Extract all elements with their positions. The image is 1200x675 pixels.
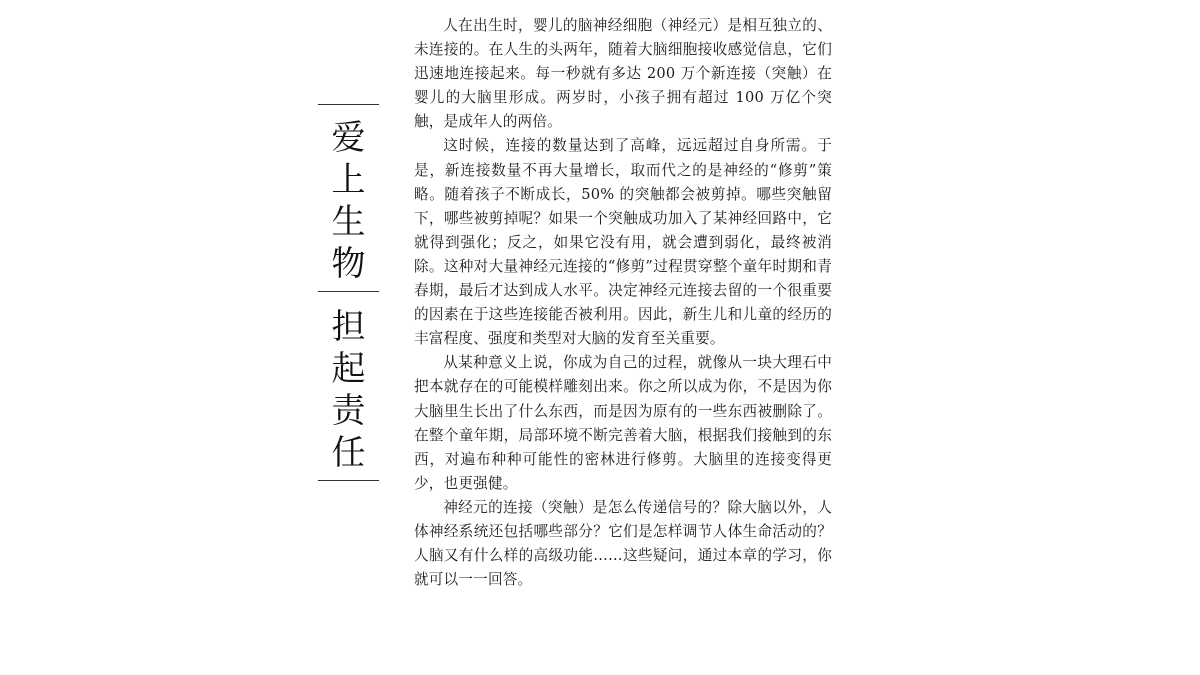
title-char: 物 [331, 244, 366, 284]
paragraph: 这时候，连接的数量达到了高峰，远远超过自身所需。于是，新连接数量不再大量增长，取而代之的是神经的“修剪”策略。随着孩子不断成长，50% 的突触都会被剪掉。哪些突触留下，哪些被剪掉呢？如果一个突触成功加入了某神经回路中，它就得到强化；反之，如果它没有用，就会遭到弱化，最终被消除。这种对大量神经元连接的“修剪”过程贯穿整个童年时期和青春期，最后才达到成人水平。决定神经元连接去留的一个很重要的因素在于这些连接能否被利用。因此，新生儿和儿童的经历的丰富程度、强度和类型对大脑的发育至关重要。 [414, 137, 832, 348]
title-char: 上 [331, 160, 366, 200]
bottom-divider [318, 480, 379, 481]
section-title-sidebar [318, 104, 379, 481]
title-char: 任 [331, 433, 366, 473]
paragraph: 从某种意义上说，你成为自己的过程，就像从一块大理石中把本就存在的可能模样雕刻出来。你之所以成为你，不是因为你大脑里生长出了什么东西，而是因为原有的一些东西被删除了。在整个童年期，局部环境不断完善着大脑，根据我们接触到的东西，对遍布种种可能性的密林进行修剪。大脑里的连接变得更少，也更强健。 [414, 354, 832, 492]
title-char: 起 [331, 349, 366, 389]
paragraph: 神经元的连接（突触）是怎么传递信号的？除大脑以外，人体神经系统还包括哪些部分？它们是怎样调节人体生命活动的？人脑又有什么样的高级功能……这些疑问，通过本章的学习，你就可以一一回答。 [414, 498, 832, 589]
title-char: 担 [331, 307, 366, 347]
body-text [414, 14, 832, 592]
title-line-1 [318, 105, 379, 291]
paragraph: 人在出生时，婴儿的脑神经细胞（神经元）是相互独立的、未连接的。在人生的头两年，随着大脑细胞接收感觉信息，它们迅速地连接起来。每一秒就有多达 200 万个新连接（突触）在婴儿的大脑里形成。两岁时，小孩子拥有超过 100 万亿个突触，是成年人的两倍。 [414, 17, 832, 131]
title-line-2 [318, 292, 379, 480]
title-char: 生 [331, 202, 366, 242]
title-char: 爱 [331, 118, 366, 158]
title-char: 责 [331, 391, 366, 431]
